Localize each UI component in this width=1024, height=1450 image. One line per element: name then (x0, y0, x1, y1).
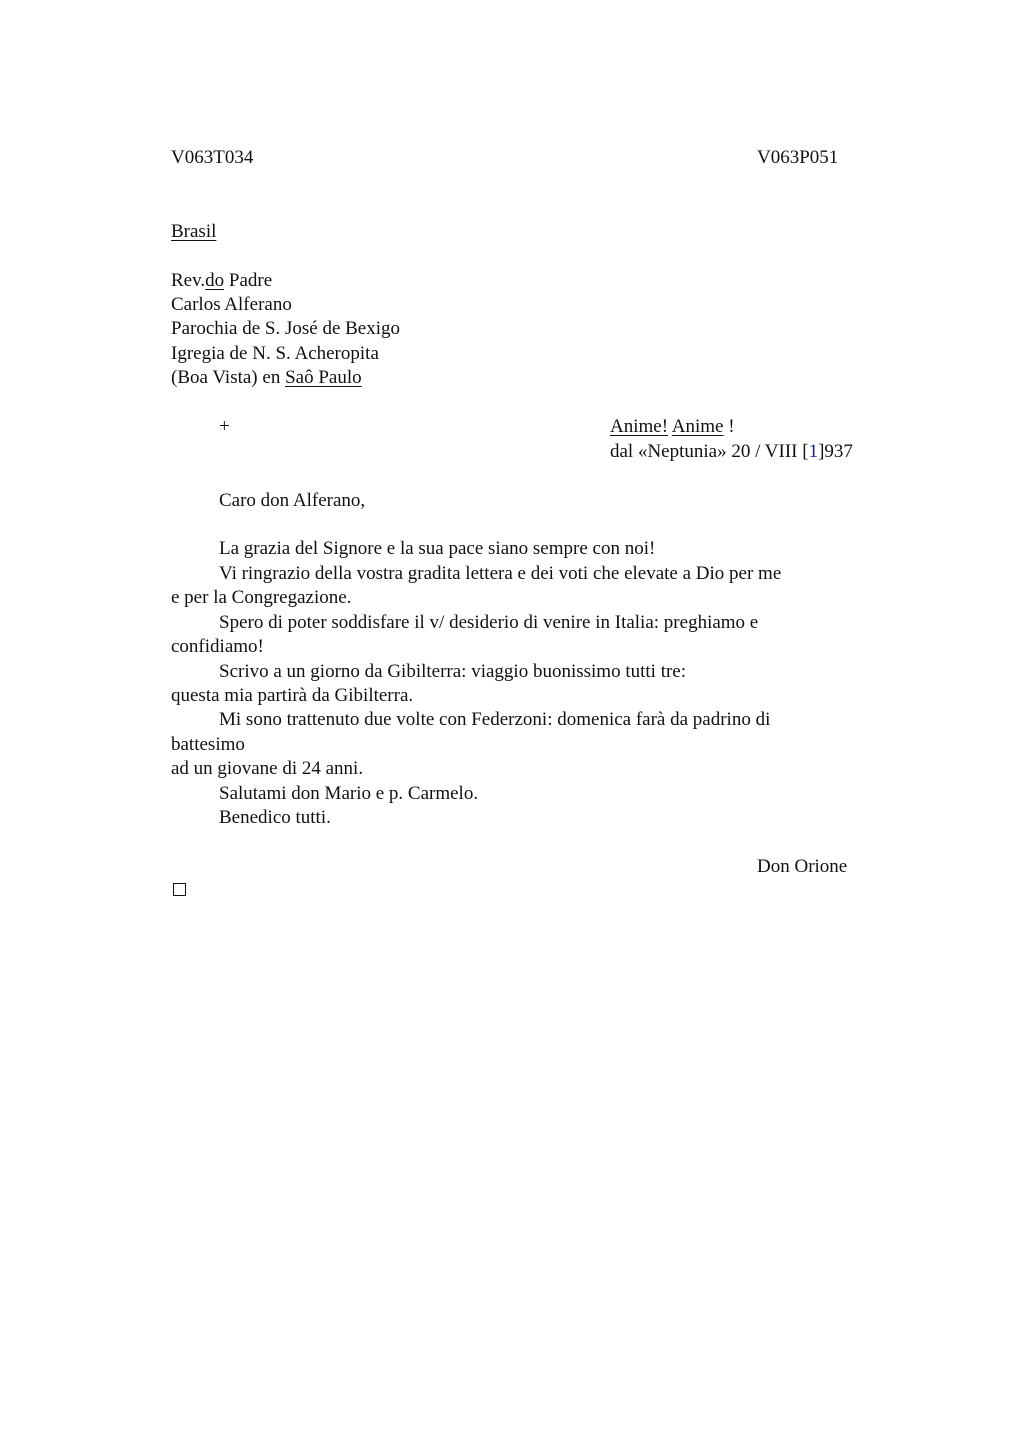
body-line: La grazia del Signore e la sua pace siano sempre con noi! (219, 538, 656, 559)
date-prefix: dal «Neptunia» 20 / VIII [ (610, 441, 809, 462)
body-line: e per la Congregazione. (171, 587, 352, 608)
rev-title: Padre (224, 270, 273, 291)
address-location (171, 366, 362, 390)
body-line: Salutami don Mario e p. Carmelo. (219, 783, 479, 804)
signature: Don Orione (757, 856, 848, 877)
rev-prefix: Rev. (171, 270, 206, 291)
address-church: Igregia de N. S. Acheropita (171, 343, 379, 364)
location-prefix: (Boa Vista) en (171, 367, 286, 388)
body-line: Vi ringrazio della vostra gradita lettera e dei voti che elevate a Dio per me (219, 563, 782, 584)
body-line: Scrivo a un giorno da Gibilterra: viaggio buonissimo tutti tre: (219, 661, 687, 682)
address-recipient-title (171, 269, 272, 293)
footnote-link[interactable]: 1 (808, 441, 819, 462)
letter-date (610, 440, 853, 464)
address-parish: Parochia de S. José de Bexigo (171, 318, 401, 339)
cross-mark: + (219, 416, 230, 437)
body-line: confidiamo! (171, 636, 264, 657)
body-line: questa mia partirà da Gibilterra. (171, 685, 414, 706)
body-line: ad un giovane di 24 anni. (171, 758, 364, 779)
end-square-icon (173, 883, 186, 896)
document-code-right: V063P051 (757, 147, 839, 168)
motto (610, 415, 735, 439)
address-city: Saô Paulo (285, 367, 362, 388)
address-country: Brasil (171, 221, 217, 242)
body-line: Benedico tutti. (219, 807, 331, 828)
motto-end: ! (723, 416, 735, 437)
salutation: Caro don Alferano, (219, 490, 366, 511)
body-line: Mi sono trattenuto due volte con Federzoni: domenica farà da padrino di (219, 709, 771, 730)
motto-word-2: Anime (671, 416, 724, 437)
address-name: Carlos Alferano (171, 294, 292, 315)
rev-superscript: do (205, 270, 225, 291)
document-code-left: V063T034 (171, 147, 254, 168)
motto-word-1: Anime! (610, 416, 669, 437)
body-line: Spero di poter soddisfare il v/ desiderio di venire in Italia: preghiamo e (219, 612, 759, 633)
date-suffix: ]937 (818, 441, 853, 462)
body-line: battesimo (171, 734, 245, 755)
